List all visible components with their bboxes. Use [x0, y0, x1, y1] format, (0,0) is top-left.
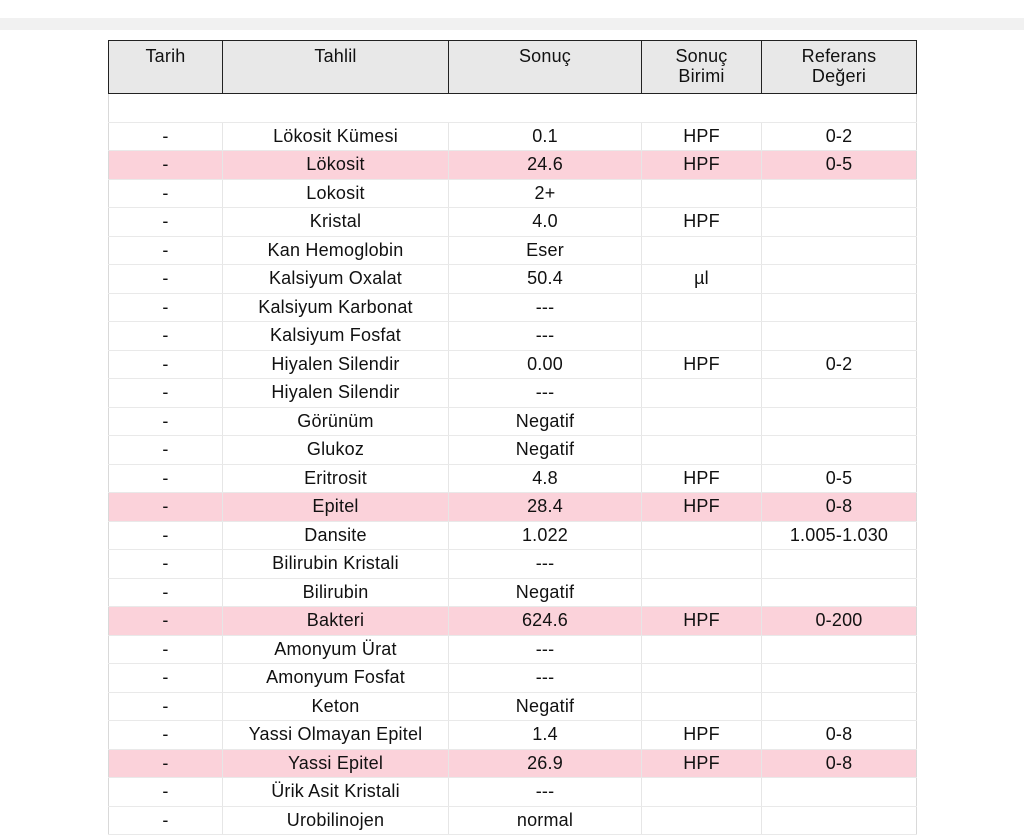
cell-referans: 0-8 — [762, 493, 917, 522]
cell-birim — [642, 578, 762, 607]
table-row — [109, 236, 917, 265]
header-sonuc-label: Sonuç — [518, 46, 572, 66]
cell-birim — [642, 379, 762, 408]
cell-tarih: - — [109, 436, 223, 465]
cell-tarih: - — [109, 322, 223, 351]
cell-sonuc: 4.0 — [449, 208, 642, 237]
cell-birim: HPF — [642, 122, 762, 151]
cell-referans — [762, 322, 917, 351]
cell-tahlil: Ürik Asit Kristali — [223, 778, 449, 807]
cell-birim — [642, 436, 762, 465]
table-row — [109, 778, 917, 807]
cell-sonuc: normal — [449, 806, 642, 835]
header-tahlil — [223, 41, 449, 94]
cell-sonuc: --- — [449, 293, 642, 322]
cell-tahlil: Lokosit — [223, 179, 449, 208]
header-referans-degeri-line1: Referans — [801, 46, 877, 66]
cell-referans — [762, 265, 917, 294]
cell-referans — [762, 578, 917, 607]
cell-sonuc: --- — [449, 379, 642, 408]
table-row — [109, 350, 917, 379]
cell-sonuc: --- — [449, 550, 642, 579]
cell-sonuc: 1.4 — [449, 721, 642, 750]
cell-birim — [642, 521, 762, 550]
table-row — [109, 493, 917, 522]
cell-birim — [642, 293, 762, 322]
header-sonuc-birimi-line2: Birimi — [678, 66, 725, 86]
cell-tahlil: Eritrosit — [223, 464, 449, 493]
cell-birim — [642, 664, 762, 693]
header-tarih — [109, 41, 223, 94]
cell-sonuc: --- — [449, 664, 642, 693]
table-row — [109, 607, 917, 636]
cell-tarih: - — [109, 407, 223, 436]
cell-sonuc: Negatif — [449, 407, 642, 436]
table-row — [109, 664, 917, 693]
cell-referans — [762, 635, 917, 664]
cell-tahlil: Hiyalen Silendir — [223, 379, 449, 408]
cell-birim — [642, 778, 762, 807]
cell-birim — [642, 407, 762, 436]
cell-birim: HPF — [642, 749, 762, 778]
cell-tahlil: Urobilinojen — [223, 806, 449, 835]
cell-referans — [762, 550, 917, 579]
table-row — [109, 550, 917, 579]
header-referans-degeri-line2: Değeri — [811, 66, 867, 86]
cell-tarih: - — [109, 122, 223, 151]
cell-referans — [762, 436, 917, 465]
cell-tarih: - — [109, 379, 223, 408]
header-gap — [109, 94, 917, 123]
cell-birim — [642, 322, 762, 351]
table-row — [109, 322, 917, 351]
cell-tarih: - — [109, 151, 223, 180]
header-tahlil-label: Tahlil — [314, 46, 357, 66]
cell-referans: 0-5 — [762, 151, 917, 180]
cell-sonuc: 50.4 — [449, 265, 642, 294]
cell-referans — [762, 236, 917, 265]
cell-tarih: - — [109, 806, 223, 835]
cell-tahlil: Kristal — [223, 208, 449, 237]
cell-sonuc: 624.6 — [449, 607, 642, 636]
cell-birim: µl — [642, 265, 762, 294]
cell-tarih: - — [109, 607, 223, 636]
cell-tahlil: Amonyum Ürat — [223, 635, 449, 664]
cell-tarih: - — [109, 208, 223, 237]
table-row — [109, 151, 917, 180]
cell-sonuc: 4.8 — [449, 464, 642, 493]
cell-tarih: - — [109, 521, 223, 550]
cell-birim: HPF — [642, 151, 762, 180]
cell-sonuc: 2+ — [449, 179, 642, 208]
cell-sonuc: Eser — [449, 236, 642, 265]
table-row — [109, 721, 917, 750]
cell-tarih: - — [109, 265, 223, 294]
cell-referans: 0-8 — [762, 721, 917, 750]
cell-tarih: - — [109, 293, 223, 322]
cell-sonuc: 24.6 — [449, 151, 642, 180]
table-row — [109, 464, 917, 493]
cell-sonuc: --- — [449, 322, 642, 351]
cell-tahlil: Bilirubin — [223, 578, 449, 607]
cell-referans: 0-2 — [762, 350, 917, 379]
cell-birim: HPF — [642, 208, 762, 237]
cell-tarih: - — [109, 493, 223, 522]
cell-referans — [762, 179, 917, 208]
cell-sonuc: 0.00 — [449, 350, 642, 379]
cell-referans: 0-200 — [762, 607, 917, 636]
cell-tarih: - — [109, 635, 223, 664]
cell-birim — [642, 550, 762, 579]
table-row — [109, 179, 917, 208]
cell-referans — [762, 293, 917, 322]
cell-birim: HPF — [642, 350, 762, 379]
cell-birim: HPF — [642, 721, 762, 750]
table-row — [109, 407, 917, 436]
cell-referans: 0-2 — [762, 122, 917, 151]
cell-sonuc: Negatif — [449, 692, 642, 721]
cell-birim — [642, 692, 762, 721]
cell-sonuc: --- — [449, 778, 642, 807]
cell-referans — [762, 664, 917, 693]
table-row — [109, 749, 917, 778]
cell-referans: 0-5 — [762, 464, 917, 493]
cell-sonuc: 28.4 — [449, 493, 642, 522]
cell-referans: 0-8 — [762, 749, 917, 778]
header-gap-cell — [109, 94, 917, 123]
cell-tarih: - — [109, 664, 223, 693]
cell-tahlil: Kan Hemoglobin — [223, 236, 449, 265]
header-referans-degeri — [762, 41, 917, 94]
cell-referans — [762, 379, 917, 408]
header-row — [109, 41, 917, 94]
cell-tarih: - — [109, 692, 223, 721]
cell-tarih: - — [109, 464, 223, 493]
cell-sonuc: --- — [449, 635, 642, 664]
table-row — [109, 578, 917, 607]
cell-tahlil: Yassi Olmayan Epitel — [223, 721, 449, 750]
cell-sonuc: 0.1 — [449, 122, 642, 151]
cell-tahlil: Glukoz — [223, 436, 449, 465]
cell-tahlil: Kalsiyum Karbonat — [223, 293, 449, 322]
cell-tarih: - — [109, 778, 223, 807]
cell-tarih: - — [109, 179, 223, 208]
cell-tahlil: Bakteri — [223, 607, 449, 636]
cell-tarih: - — [109, 350, 223, 379]
cell-tarih: - — [109, 578, 223, 607]
cell-tahlil: Yassi Epitel — [223, 749, 449, 778]
table-row — [109, 265, 917, 294]
cell-tarih: - — [109, 721, 223, 750]
cell-referans — [762, 692, 917, 721]
table-row — [109, 293, 917, 322]
table-row — [109, 806, 917, 835]
table-row — [109, 379, 917, 408]
cell-tarih: - — [109, 749, 223, 778]
cell-birim: HPF — [642, 464, 762, 493]
cell-birim: HPF — [642, 607, 762, 636]
cell-referans — [762, 778, 917, 807]
cell-tahlil: Dansite — [223, 521, 449, 550]
cell-birim: HPF — [642, 493, 762, 522]
cell-tarih: - — [109, 550, 223, 579]
table-header — [109, 41, 917, 94]
header-sonuc-birimi — [642, 41, 762, 94]
cell-tahlil: Lökosit Kümesi — [223, 122, 449, 151]
cell-tahlil: Bilirubin Kristali — [223, 550, 449, 579]
table-row — [109, 521, 917, 550]
cell-referans: 1.005-1.030 — [762, 521, 917, 550]
header-sonuc-birimi-line1: Sonuç — [675, 46, 728, 66]
cell-tahlil: Kalsiyum Fosfat — [223, 322, 449, 351]
cell-tahlil: Epitel — [223, 493, 449, 522]
cell-referans — [762, 806, 917, 835]
cell-tahlil: Amonyum Fosfat — [223, 664, 449, 693]
cell-tarih: - — [109, 236, 223, 265]
table-row — [109, 122, 917, 151]
cell-sonuc: 26.9 — [449, 749, 642, 778]
table-row — [109, 635, 917, 664]
cell-tahlil: Görünüm — [223, 407, 449, 436]
cell-sonuc: 1.022 — [449, 521, 642, 550]
table-body — [109, 94, 917, 835]
cell-birim — [642, 806, 762, 835]
cell-referans — [762, 407, 917, 436]
cell-tahlil: Kalsiyum Oxalat — [223, 265, 449, 294]
cell-tahlil: Keton — [223, 692, 449, 721]
cell-birim — [642, 635, 762, 664]
table-row — [109, 692, 917, 721]
header-sonuc — [449, 41, 642, 94]
cell-birim — [642, 179, 762, 208]
cell-referans — [762, 208, 917, 237]
cell-sonuc: Negatif — [449, 578, 642, 607]
table-row — [109, 208, 917, 237]
cell-sonuc: Negatif — [449, 436, 642, 465]
table-row — [109, 436, 917, 465]
cell-tahlil: Lökosit — [223, 151, 449, 180]
lab-results-table — [108, 40, 917, 835]
cell-tahlil: Hiyalen Silendir — [223, 350, 449, 379]
header-tarih-label: Tarih — [145, 46, 186, 66]
cell-birim — [642, 236, 762, 265]
